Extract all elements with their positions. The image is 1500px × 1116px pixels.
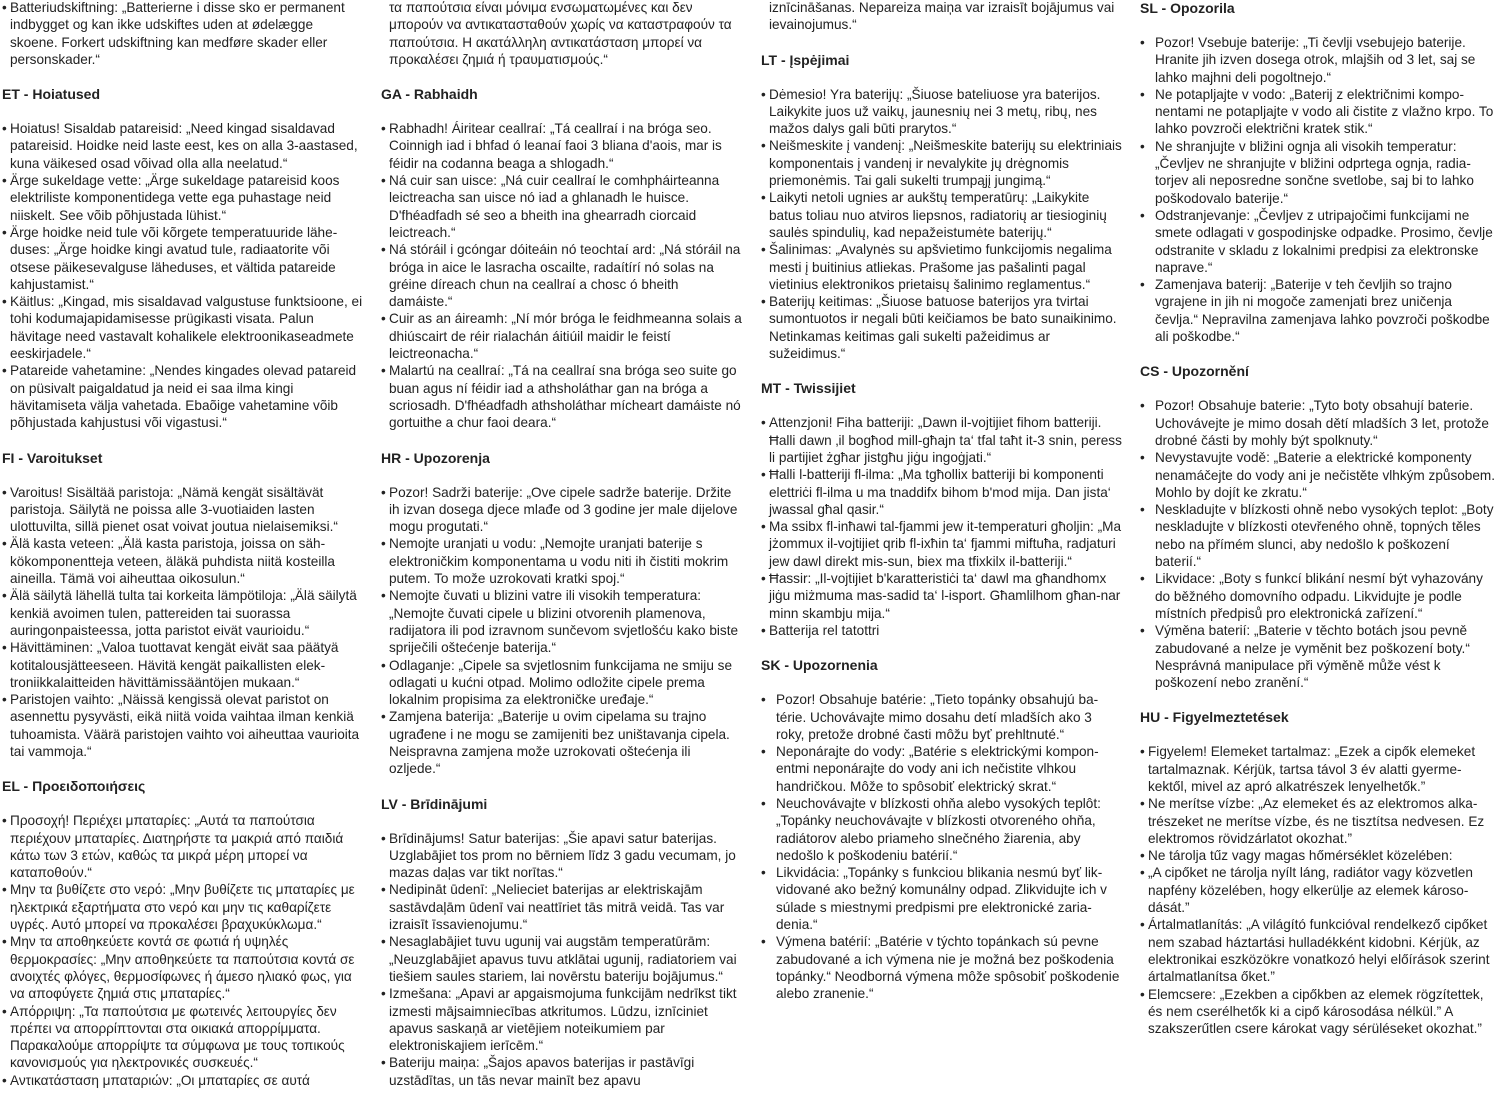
- section-heading: LT - Įspėjimai: [761, 51, 850, 68]
- warning-item: [1140, 207, 1496, 276]
- warning-item: [1140, 34, 1496, 86]
- bullet-icon: •: [2, 363, 7, 379]
- bullet-icon: •: [1140, 86, 1145, 102]
- bullet-icon: •: [2, 882, 7, 898]
- warning-text: Nevystavujte vodě: „Baterie a elektrické komponenty nenamáčejte do vody ani je nečistěte vlhkým způsobem. Mohlo by dojít ke zkratu.“: [1155, 450, 1496, 500]
- column-2: [381, 0, 743, 1089]
- bullet-icon: •: [1140, 571, 1145, 587]
- warning-text: Älä kasta veteen: „Älä kasta paristoja, joissa on sähkökomponentteja veteen, äläkä puhdista niitä kosteilla aineilla. Tämä voi aiheuttaa oikosulun.“: [10, 536, 335, 587]
- warning-text: Bateriju maiņa: „Šajos apavos baterijas ir pastāvīgi uzstādītas, un tās nevar mainīt bez apavu: [389, 1055, 695, 1088]
- bullet-icon: •: [2, 692, 7, 708]
- warning-list: [381, 830, 743, 1089]
- section-heading: SK - Upozornenia: [761, 657, 878, 674]
- warning-item: [2, 587, 364, 639]
- bullet-icon: •: [381, 657, 386, 673]
- warning-text: Käitlus: „Kingad, mis sisaldavad valgustuse funktsioone, ei tohi kodumajapidamisesse prügikasti visata. Palun hävitage need vastavalt kohalikele elektroonikaseadmete eeskirjadele.“: [10, 294, 363, 362]
- warning-text: Hoiatus! Sisaldab patareisid: „Need kingad sisaldavad patareisid. Hoidke neid laste eest, kes on alla 3-aastased, kuna väikesed osad võivad olla alla neelatud.“: [10, 121, 358, 171]
- bullet-icon: •: [761, 744, 766, 760]
- warning-text: Αντικατάσταση μπαταριών: „Οι μπαταρίες σε αυτά: [10, 1072, 310, 1088]
- warning-item: [1140, 743, 1496, 795]
- section-heading: FI - Varoitukset: [2, 449, 103, 466]
- warning-text: Dėmesio! Yra baterijų: „Šiuose bateliuose yra baterijos. Laikykite juos už vaikų, jaunesnių nei 3 metų, ribų, nes mažos dalys gali būti prarytos.“: [769, 86, 1101, 137]
- warning-list: [381, 120, 743, 431]
- warning-text: Προσοχή! Περιέχει μπαταρίες: „Αυτά τα παπούτσια περιέχουν μπαταρίες. Διατηρήστε τα μακριά από παιδιά κάτω των 3 ετών, καθώς τα μικρά μέρη μπορεί να καταποθούν.“: [10, 813, 344, 881]
- bullet-icon: •: [761, 86, 766, 102]
- bullet-icon: •: [2, 934, 7, 950]
- warning-list: [761, 86, 1123, 363]
- warning-text: Nemojte uranjati u vodu: „Nemojte uranjati baterije s elektroničkim komponentama u vodu niti ih čistiti mokrim putem. To može uzrokovati kratki spoj.“: [389, 536, 729, 587]
- warning-item: [381, 172, 743, 241]
- bullet-icon: •: [2, 1072, 7, 1088]
- warning-item: [2, 691, 364, 760]
- warning-item: [761, 622, 1123, 639]
- warning-list: [2, 812, 364, 1089]
- warning-text: Šalinimas: „Avalynės su apšvietimo funkcijomis negalima mesti į buitinius atliekas. Prašome jas pašalinti pagal vietinius elektronikos prietaisų šalinimo reglamentus.“: [769, 242, 1112, 292]
- warning-text: Ma ssibx fl-inħawi tal-fjammi jew it-temperaturi għoljin: „Ma jżommux il-vojtijiet qrib fl-ixħin ta‘ fjammi miftuħa, radjaturi jew dawl direkt mis-sun, biex ma tfixkilx il-batteriji.“: [769, 519, 1122, 569]
- bullet-icon: •: [381, 121, 386, 137]
- warning-text: Elemcsere: „Ezekben a cipőkben az elemek rögzítettek, és nem cserélhetők ki a cipő károsodása nélkül.” A szakszerűtlen csere károkat vagy sérüléseket okozhat.”: [1148, 986, 1484, 1037]
- warning-text: Figyelem! Elemeket tartalmaz: „Ezek a cipők elemeket tartalmaznak. Kérjük, tartsa távol 3 év alatti gyermekektől, mivel az apró alkatrészek lenyelhetők.”: [1148, 744, 1476, 794]
- bullet-icon: •: [1140, 623, 1145, 639]
- warning-item: [1140, 138, 1496, 207]
- bullet-icon: •: [2, 224, 7, 240]
- warning-list: [761, 691, 1123, 1002]
- bullet-icon: •: [761, 242, 766, 258]
- warning-section: [2, 85, 364, 431]
- column-1: [2, 0, 364, 1089]
- warning-list: [2, 0, 364, 68]
- section-heading: EL - Προειδοποιήσεις: [2, 778, 146, 795]
- warning-text: Odlaganje: „Cipele sa svjetlosnim funkcijama ne smiju se odlagati u kućni otpad. Molimo odložite cipele prema lokalnim propisima za elektroničke uređaje.“: [389, 657, 733, 708]
- bullet-icon: •: [761, 190, 766, 206]
- warning-list: [381, 484, 743, 778]
- warning-section: [761, 0, 1123, 34]
- section-heading: HR - Upozorenja: [381, 449, 490, 466]
- warning-text: Ne shranjujte v bližini ognja ali visokih temperatur: „Čevljev ne shranjujte v bližini odprtega ognja, radiatorjev ali neposredne sončne svetlobe, saj bi to lahko poškodovalo baterije.“: [1155, 138, 1474, 206]
- warning-text: Μην τα βυθίζετε στο νερό: „Μην βυθίζετε τις μπαταρίες με ηλεκτρικά εξαρτήματα στο νερό και μην τις καθαρίζετε υγρές. Αυτό μπορεί να προκαλέσει βραχυκύκλωμα.“: [10, 882, 355, 933]
- bullet-icon: •: [2, 484, 7, 500]
- bullet-icon: •: [381, 986, 386, 1002]
- warning-text: Zamenjava baterij: „Baterije v teh čevljih so trajno vgrajene in jih ni mogoče zamenjati brez uničenja čevlja.“ Nepravilna zamenjava lahko povzroči poškodbe ali poškodbe.“: [1155, 277, 1490, 345]
- warning-text: Patareide vahetamine: „Nendes kingades olevad patareid on püsivalt paigaldatud ja neid ei saa ilma kingi hävitamiseta välja vahetada. Ebaõige vahetamine võib põhjustada kahjustusi või vigastusi.“: [10, 363, 357, 431]
- warning-text: Cuir as an áireamh: „Ní mór bróga le feidhmeanna solais a dhiúscairt de réir rialachán áitiúil maidir le feistí leictreonacha.“: [389, 311, 742, 362]
- warning-text: Neponárajte do vody: „Batérie s elektrickými komponentmi neponárajte do vody ani ich nečistite vlhkou handričkou. Môže to spôsobiť elektrický skrat.“: [776, 744, 1099, 794]
- warning-item: [2, 881, 364, 933]
- warning-item: [761, 570, 1123, 622]
- warning-text: Výmena batérií: „Batérie v týchto topánkach sú pevne zabudované a ich výmena nie je možná bez poškodenia topánky.“ Neodborná výmena môže spôsobiť poškodenie alebo zranenie.“: [776, 934, 1120, 1002]
- warning-section: [381, 795, 743, 1089]
- warning-section: [2, 449, 364, 761]
- warning-text: Neskladujte v blízkosti ohně nebo vysokých teplot: „Boty neskladujte v blízkosti otevřeného ohně, topných těles nebo na přímém slunci, aby nedošlo k poškození baterií.“: [1155, 502, 1494, 570]
- warning-list: [1140, 34, 1496, 345]
- warning-text: Ärge sukeldage vette: „Ärge sukeldage patareisid koos elektriliste komponentidega vette ega puhastage neid niiskelt. See võib põhjustada lühist.“: [10, 173, 340, 223]
- warning-text: Pozor! Vsebuje baterije: „Ti čevlji vsebujejo baterije. Hranite jih izven dosega otrok, mlajših od 3 let, saj se lahko majhni deli pogoltnejo.“: [1155, 35, 1476, 85]
- warning-text: Pozor! Obsahuje batérie: „Tieto topánky obsahujú batérie. Uchovávajte mimo dosahu detí mladších ako 3 roky, pretože drobné časti môžu byť prehltnuté.“: [776, 692, 1099, 742]
- warning-section: [381, 0, 743, 68]
- warning-item: [2, 120, 364, 172]
- bullet-icon: •: [381, 311, 386, 327]
- warning-item: [761, 743, 1123, 795]
- bullet-icon: •: [1140, 502, 1145, 518]
- bullet-icon: •: [761, 795, 766, 811]
- bullet-icon: •: [2, 640, 7, 656]
- bullet-icon: •: [1140, 744, 1145, 760]
- warning-item: [761, 933, 1123, 1002]
- warning-text: Ná cuir san uisce: „Ná cuir ceallraí le comhpháirteanna leictreacha san uisce nó iad a ghlanadh le huisce. D'fhéadfadh sé seo a bheith ina ghearradh ciorcaid leictreach.“: [389, 173, 720, 240]
- warning-item: [1140, 501, 1496, 570]
- warning-text: Batterija rel tatottri: [769, 622, 880, 638]
- warning-section: [1140, 362, 1496, 691]
- bullet-icon: •: [761, 865, 766, 881]
- bullet-icon: •: [381, 830, 386, 846]
- warning-item: [761, 293, 1123, 362]
- warning-item: [1140, 795, 1496, 847]
- warning-text: Batteriudskiftning: „Batterierne i disse sko er permanent indbygget og kan ikke udskiftes uden at ødelægge skoene. Forkert udskiftning kan medføre skader eller personskader.“: [10, 0, 345, 67]
- warning-text: Ärge hoidke neid tule või kõrgete temperatuuride läheduses: „Ärge hoidke kingi avatud tule, radiaatorite või otsese päikesevalguse läheduses, et vältida patareide kahjustamist.“: [10, 224, 338, 292]
- bullet-icon: •: [381, 934, 386, 950]
- bullet-icon: •: [2, 173, 7, 189]
- warning-text: Rabhadh! Áiritear ceallraí: „Tá ceallraí i na bróga seo. Coinnigh iad i bhfad ó leanaí faoi 3 bliana d'aois, mar is féidir na codanna beaga a shlogadh.“: [389, 121, 722, 171]
- warning-text: Brīdinājums! Satur baterijas: „Šie apavi satur baterijas. Uzglabājiet tos prom no bērniem līdz 3 gadu vecumam, jo mazas daļas var tikt norītas.“: [389, 830, 736, 881]
- continued-text: iznīcināšanas. Nepareiza maiņa var izraisīt bojājumus vai ievainojumus.“: [769, 0, 1115, 33]
- section-heading: ET - Hoiatused: [2, 86, 101, 103]
- warning-section: [381, 449, 743, 778]
- bullet-icon: •: [761, 519, 766, 535]
- warning-section: [1140, 708, 1496, 1037]
- warning-item: [381, 120, 743, 172]
- warning-item: [381, 484, 743, 536]
- warning-item: [381, 310, 743, 362]
- warning-section: [381, 85, 743, 431]
- warning-item: [1140, 622, 1496, 691]
- bullet-icon: •: [381, 242, 386, 258]
- warning-item: [2, 933, 364, 1002]
- warning-item: [381, 933, 743, 985]
- section-heading: MT - Twissijiet: [761, 380, 856, 397]
- bullet-icon: •: [381, 363, 386, 379]
- warning-item: [2, 293, 364, 362]
- warning-text: Ártalmatlanítás: „A világító funkcióval rendelkező cipőket nem szabad háztartási hulladékként kidobni. Kérjük, az elektronikai eszközökre vonatkozó helyi előírások szerint ártalmatlanítsa őket.”: [1148, 917, 1490, 985]
- warning-list: [761, 414, 1123, 639]
- warning-section: [761, 51, 1123, 363]
- bullet-icon: •: [381, 536, 386, 552]
- section-heading: LV - Brīdinājumi: [381, 795, 488, 812]
- warning-item: [761, 691, 1123, 743]
- bullet-icon: •: [1140, 796, 1145, 812]
- warning-item: [381, 708, 743, 777]
- bullet-icon: •: [2, 121, 7, 137]
- warning-list: [2, 484, 364, 761]
- warning-section: [1140, 0, 1496, 345]
- warning-list: [1140, 397, 1496, 691]
- bullet-icon: •: [761, 467, 766, 483]
- warning-item: [381, 657, 743, 709]
- warning-item: [381, 830, 743, 882]
- bullet-icon: •: [381, 882, 386, 898]
- warning-text: Likvidácia: „Topánky s funkciou blikania nesmú byť likvidované ako bežný komunálny odpad. Zlikvidujte ich v súlade s miestnymi predpismi pre elektronické zariadenia.“: [776, 865, 1107, 933]
- warning-section: [2, 777, 364, 1089]
- warning-item: [1140, 397, 1496, 449]
- bullet-icon: •: [761, 692, 766, 708]
- warning-text: Ná stóráil i gcóngar dóiteáin nó teochtaí ard: „Ná stóráil na bróga in aice le lasracha oscailte, radaítírí nó solas na gréine díreach chun na ceallraí a chosc ó bheith damáiste.“: [389, 242, 741, 310]
- warning-text: Ħalli l-batteriji fl-ilma: „Ma tgħollix batteriji bi komponenti elettriċi fl-ilma u ma tnaddifx bihom b'mod mija. Dan jista‘ jwassal għal qasir.“: [769, 467, 1111, 517]
- warning-text: Ne potapljajte v vodo: „Baterij z električnimi komponentami ne potapljajte v vodo ali čistite z vlažno krpo. To lahko povzroči električni kratek stik.“: [1155, 86, 1494, 137]
- warning-item: [2, 1072, 364, 1089]
- bullet-icon: •: [1140, 986, 1145, 1002]
- warning-text: Laikyti netoli ugnies ar aukštų temperatūrų: „Laikykite batus toliau nuo atviros liepsnos, radiatorių ar tiesioginių saulės spindulių, kad nepažeistumėte baterijų.“: [769, 190, 1107, 240]
- warning-item: [1140, 986, 1496, 1038]
- warning-section: [761, 379, 1123, 639]
- warning-item: [1140, 847, 1496, 864]
- warning-item: [381, 1054, 743, 1089]
- warning-item: [381, 881, 743, 933]
- warning-text: Απόρριψη: „Τα παπούτσια με φωτεινές λειτουργίες δεν πρέπει να απορρίπτονται στα οικιακά απορρίμματα. Παρακαλούμε απορρίψτε τα σύμφωνα με τους τοπικούς κανονισμούς για ηλεκτρονικές συσκευές.“: [10, 1003, 345, 1071]
- warning-text: Paristojen vaihto: „Näissä kengissä olevat paristot on asennettu pysyvästi, eikä niitä voida vaihtaa ilman kenkiä tuhoamista. Väärä paristojen vaihto voi aiheuttaa vaurioita tai vammoja.“: [10, 692, 360, 759]
- warning-item: [2, 535, 364, 587]
- warning-text: Neišmeskite į vandenį: „Neišmeskite baterijų su elektriniais komponentais į vandenį ir nevalykite jų drėgnomis priemonėmis. Tai gali sukelti trumpąjį jungimą.“: [769, 138, 1122, 189]
- warning-item: [2, 1003, 364, 1072]
- warning-item: [2, 484, 364, 536]
- bullet-icon: •: [1140, 277, 1145, 293]
- warning-section: [2, 0, 364, 68]
- warning-text: „A cipőket ne tárolja nyílt láng, radiátor vagy közvetlen napfény közelében, hogy elkerülje az elemek károsodását.”: [1148, 865, 1473, 916]
- warning-item: [2, 362, 364, 431]
- bullet-icon: •: [2, 0, 7, 15]
- warning-item: [381, 985, 743, 1054]
- section-heading: HU - Figyelmeztetések: [1140, 709, 1289, 726]
- warning-text: Nesaglabājiet tuvu ugunij vai augstām temperatūrām: „Neuzglabājiet apavus tuvu atklātai ugunij, radiatoriem vai tiešiem saules stariem, lai novērstu bateriju bojājumus.“: [389, 934, 737, 984]
- continued-text: τα παπούτσια είναι μόνιμα ενσωματωμένες και δεν μπορούν να αντικατασταθούν χωρίς να καταστραφούν τα παπούτσια. Η ακατάλληλη αντικατάσταση μπορεί να προκαλέσει ζημιά ή τραυματισμούς.“: [389, 0, 732, 67]
- bullet-icon: •: [1140, 207, 1145, 223]
- warning-item: [2, 172, 364, 224]
- bullet-icon: •: [381, 588, 386, 604]
- warning-item: [381, 535, 743, 587]
- warning-item: [1140, 570, 1496, 622]
- warning-text: Ne merítse vízbe: „Az elemeket és az elektromos alkatrészeket ne merítse vízbe, és ne tisztítsa nedvesen. Ez elektromos rövidzárlatot okozhat.”: [1148, 796, 1485, 846]
- warning-text: Neuchovávajte v blízkosti ohňa alebo vysokých teplôt: „Topánky neuchovávajte v blízkosti otvoreného ohňa, radiátorov alebo priameho slnečného žiarenia, aby nedošlo k poškodeniu batérií.“: [776, 795, 1101, 863]
- warning-item: [381, 241, 743, 310]
- warning-item: [761, 189, 1123, 241]
- bullet-icon: •: [381, 1055, 386, 1071]
- section-heading: SL - Opozorila: [1140, 0, 1235, 16]
- warning-item: [1140, 276, 1496, 345]
- warning-item: [761, 414, 1123, 466]
- section-heading: CS - Upozornění: [1140, 363, 1249, 380]
- warning-text: Pozor! Sadrži baterije: „Ove cipele sadrže baterije. Držite ih izvan dosega djece mlađe od 3 godine jer male dijelove mogu progutati.“: [389, 484, 738, 535]
- warning-text: Malartú na ceallraí: „Tá na ceallraí sna bróga seo suite go buan agus ní féidir iad a athsholáthar gan na bróga a scriosadh. D'fhéadfadh athsholáthar mícheart damáiste nó gortuithe a chur faoi deara.“: [389, 363, 741, 431]
- section-heading: GA - Rabhaidh: [381, 86, 478, 103]
- warning-text: Hävittäminen: „Valoa tuottavat kengät eivät saa päätyä kotitalousjätteeseen. Hävitä kengät paikallisten elektroniikkalaitteiden hävittämissääntöjen mukaan.“: [10, 640, 339, 690]
- warning-text: Pozor! Obsahuje baterie: „Tyto boty obsahují baterie. Uchovávejte je mimo dosah dětí mladších 3 let, protože drobné části by mohly být spolknuty.“: [1155, 398, 1489, 448]
- warning-item: [2, 812, 364, 881]
- warning-text: Varoitus! Sisältää paristoja: „Nämä kengät sisältävät paristoja. Säilytä ne poissa alle 3-vuotiaiden lasten ulottuvilta, sillä pienet osat voivat joutua nielaisemiksi.“: [10, 484, 338, 535]
- warning-text: Ħassir: „Il-vojtijiet b'karatteristiċi ta‘ dawl ma għandhomx jiġu miżmuma mas-sadid ta‘ l-isport. Għamlilhom għan-nar minn skambju mija.“: [769, 571, 1121, 621]
- warning-item: [1140, 916, 1496, 985]
- bullet-icon: •: [2, 294, 7, 310]
- warning-text: Μην τα αποθηκεύετε κοντά σε φωτιά ή υψηλές θερμοκρασίες: „Μην αποθηκεύετε τα παπούτσια κοντά σε ανοιχτές φλόγες, θερμοσίφωνες ή άμεσο ηλιακό φως, για να αποφύγετε ζημιά στις μπαταρίες.“: [10, 934, 355, 1002]
- warning-list: [2, 120, 364, 431]
- warning-item: [381, 362, 743, 431]
- warning-item: [761, 466, 1123, 518]
- bullet-icon: •: [761, 934, 766, 950]
- warning-text: Izmešana: „Apavi ar apgaismojuma funkcijām nedrīkst tikt izmesti mājsaimniecības atkritumos. Lūdzu, iznīciniet apavus saskaņā ar vietējiem noteikumiem par elektroniskajiem ierīcēm.“: [389, 986, 737, 1054]
- bullet-icon: •: [1140, 138, 1145, 154]
- warning-item: [761, 864, 1123, 933]
- warning-section: [761, 656, 1123, 1002]
- warning-item: [761, 795, 1123, 864]
- bullet-icon: •: [761, 294, 766, 310]
- warning-item: [1140, 86, 1496, 138]
- warning-text: Nemojte čuvati u blizini vatre ili visokih temperatura: „Nemojte čuvati cipele u blizini otvorenih plamenova, radijatora ili pod izravnom sunčevom svjetlošću kako biste spriječili oštećenje baterija.“: [389, 588, 739, 656]
- warning-text: Attenzjoni! Fiha batteriji: „Dawn il-vojtijiet fihom batteriji. Ħalli dawn ‚il bogħod mill-għajn ta‘ tfal taħt it-3 snin, peress li partijiet żgħar jistgħu jiġu ingoġjati.“: [769, 415, 1122, 465]
- warning-text: Likvidace: „Boty s funkcí blikání nesmí být vyhazovány do běžného domovního odpadu. Likvidujte je podle místních předpisů pro elektronická zařízení.“: [1155, 571, 1483, 621]
- warning-list: [1140, 743, 1496, 1037]
- bullet-icon: •: [1140, 865, 1145, 881]
- warning-text: Výměna baterií: „Baterie v těchto botách jsou pevně zabudované a nelze je vyměnit bez poškození boty.“ Nesprávná manipulace při výměně může vést k poškození nebo zranění.“: [1155, 623, 1470, 691]
- warning-item: [381, 587, 743, 656]
- bullet-icon: •: [2, 588, 7, 604]
- bullet-icon: •: [381, 484, 386, 500]
- warning-item: [2, 639, 364, 691]
- warning-text: Baterijų keitimas: „Šiuose batuose baterijos yra tvirtai sumontuotos ir negali būti keičiamos be bato sunaikinimo. Netinkamas keitimas gali sukelti pažeidimus ar sužeidimus.“: [769, 294, 1117, 362]
- bullet-icon: •: [761, 138, 766, 154]
- bullet-icon: •: [761, 622, 766, 638]
- bullet-icon: •: [2, 536, 7, 552]
- bullet-icon: •: [1140, 917, 1145, 933]
- warning-text: Nedipināt ūdenī: „Nelieciet baterijas ar elektriskajām sastāvdaļām ūdenī vai neattīriet tās mitrā veidā. Tas var izraisīt īssavienojumu.“: [389, 882, 725, 933]
- bullet-icon: •: [381, 173, 386, 189]
- bullet-icon: •: [1140, 35, 1145, 50]
- warning-text: Älä säilytä lähellä tulta tai korkeita lämpötiloja: „Älä säilytä kenkiä avoimen tulen, pattereiden tai suorassa auringonpaisteessa, jotta paristot eivät vaurioidu.“: [10, 588, 357, 638]
- warning-item: [761, 518, 1123, 570]
- bullet-icon: •: [761, 415, 766, 431]
- warning-item: [1140, 449, 1496, 501]
- warning-text: Zamjena baterija: „Baterije u ovim cipelama su trajno ugrađene i ne mogu se zamijeniti bez uništavanja cipela. Neispravna zamjena može uzrokovati oštećenja ili ozljede.“: [389, 709, 730, 777]
- warning-item: [2, 224, 364, 293]
- bullet-icon: •: [1140, 398, 1145, 414]
- warning-text: Odstranjevanje: „Čevljev z utripajočimi funkcijami ne smete odlagati v gospodinjske odpadke. Prosimo, čevlje odstranite v skladu z lokalnimi predpisi za elektronske naprave.“: [1155, 207, 1493, 275]
- warning-item: [1140, 864, 1496, 916]
- bullet-icon: •: [1140, 450, 1145, 466]
- warning-item: [761, 137, 1123, 189]
- bullet-icon: •: [2, 813, 7, 829]
- warning-item: [761, 86, 1123, 138]
- bullet-icon: •: [381, 709, 386, 725]
- column-3: [761, 0, 1123, 1003]
- bullet-icon: •: [761, 571, 766, 587]
- warning-text: Ne tárolja tűz vagy magas hőmérséklet közelében:: [1148, 848, 1453, 864]
- warning-item: [761, 241, 1123, 293]
- bullet-icon: •: [1140, 848, 1145, 864]
- column-4: [1140, 0, 1496, 1037]
- bullet-icon: •: [2, 1003, 7, 1019]
- warning-item: [2, 0, 364, 68]
